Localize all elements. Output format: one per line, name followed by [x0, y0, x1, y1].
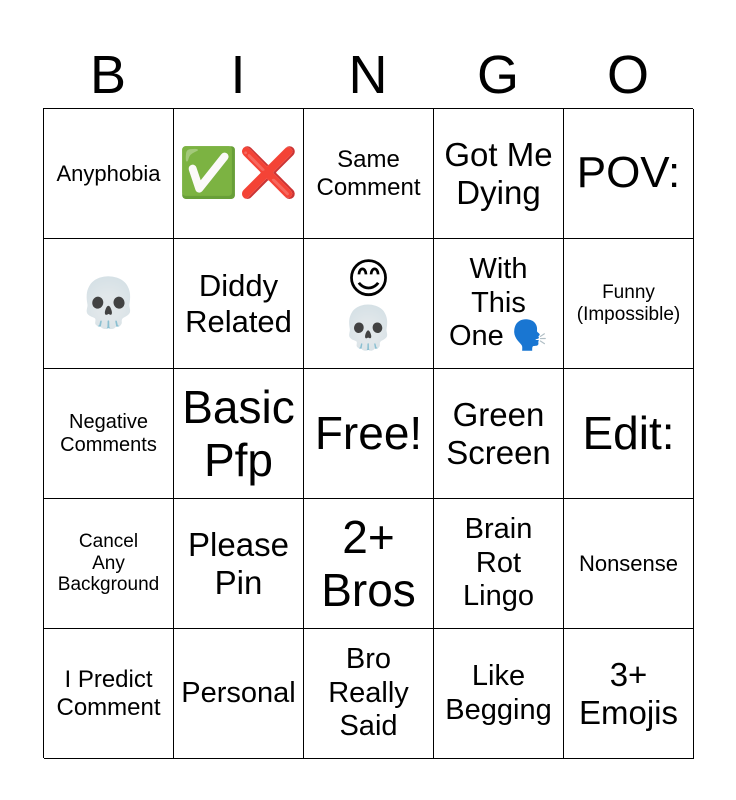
bingo-cell-r1c3[interactable] [304, 109, 434, 239]
cell-label: 3+ Emojis [578, 655, 679, 731]
cell-label: POV: [576, 148, 681, 198]
bingo-cell-r2c1[interactable] [44, 239, 174, 369]
cell-label: Negative Comments [60, 410, 157, 456]
bingo-cell-r4c2[interactable] [174, 499, 304, 629]
bingo-header [43, 42, 693, 108]
bingo-cell-r5c1[interactable] [44, 629, 174, 759]
header-letter-n: N [348, 45, 388, 105]
bingo-cell-r4c3[interactable] [304, 499, 434, 629]
cell-label: Funny (Impossible) [576, 281, 681, 325]
bingo-cell-r4c4[interactable] [434, 499, 564, 629]
cell-label: Got Me Dying [444, 135, 553, 211]
header-letter-o: O [606, 45, 649, 105]
header-letter-g: G [476, 45, 519, 105]
free-space-label: Free! [314, 407, 423, 460]
bingo-cell-r1c5[interactable] [564, 109, 694, 239]
cell-label: Diddy Related [185, 267, 292, 339]
bingo-cell-r3c1[interactable] [44, 369, 174, 499]
cell-label: Personal [181, 676, 296, 709]
cell-label: 2+ Bros [321, 510, 416, 616]
cell-label: Please Pin [188, 525, 289, 601]
header-letter-b: B [89, 45, 127, 105]
bingo-cell-r4c5[interactable] [564, 499, 694, 629]
cell-label: Bro Really Said [328, 643, 409, 743]
header-letter-i: I [230, 45, 246, 105]
bingo-cell-r5c3[interactable] [304, 629, 434, 759]
bingo-cell-r2c2[interactable] [174, 239, 304, 369]
cell-label: Like Begging [445, 660, 552, 726]
bingo-cell-r5c4[interactable] [434, 629, 564, 759]
bingo-cell-r1c1[interactable] [44, 109, 174, 239]
bingo-cell-r5c5[interactable] [564, 629, 694, 759]
cell-label: With This One 🗣️ [449, 253, 548, 353]
bingo-cell-r3c5[interactable] [564, 369, 694, 499]
bingo-cell-r2c3[interactable] [304, 239, 434, 369]
bingo-cell-r3c2[interactable] [174, 369, 304, 499]
cell-label: Edit: [582, 407, 675, 460]
bingo-cell-r1c4[interactable] [434, 109, 564, 239]
cell-label: Anyphobia [56, 160, 161, 186]
bingo-board [43, 108, 693, 758]
cell-label: Green Screen [446, 395, 551, 471]
check-cross-emoji-icon: ✅❌ [178, 144, 299, 201]
bingo-cell-r5c2[interactable] [174, 629, 304, 759]
bingo-cell-r4c1[interactable] [44, 499, 174, 629]
cell-label: Nonsense [578, 550, 679, 576]
cell-label: Cancel Any Background [57, 530, 160, 596]
bingo-cell-r3c3[interactable] [304, 369, 434, 499]
cell-label: I Predict Comment [56, 665, 161, 721]
cell-label: Brain Rot Lingo [463, 513, 534, 613]
cell-label: Basic Pfp [182, 380, 295, 486]
bingo-cell-r2c4[interactable] [434, 239, 564, 369]
smiley-skull-emoji-icon: 😊 💀 [342, 254, 395, 352]
bingo-cell-r1c2[interactable] [174, 109, 304, 239]
skull-emoji-icon: 💀 [78, 274, 139, 331]
bingo-cell-r2c5[interactable] [564, 239, 694, 369]
bingo-cell-r3c4[interactable] [434, 369, 564, 499]
cell-label: Same Comment [316, 145, 421, 201]
